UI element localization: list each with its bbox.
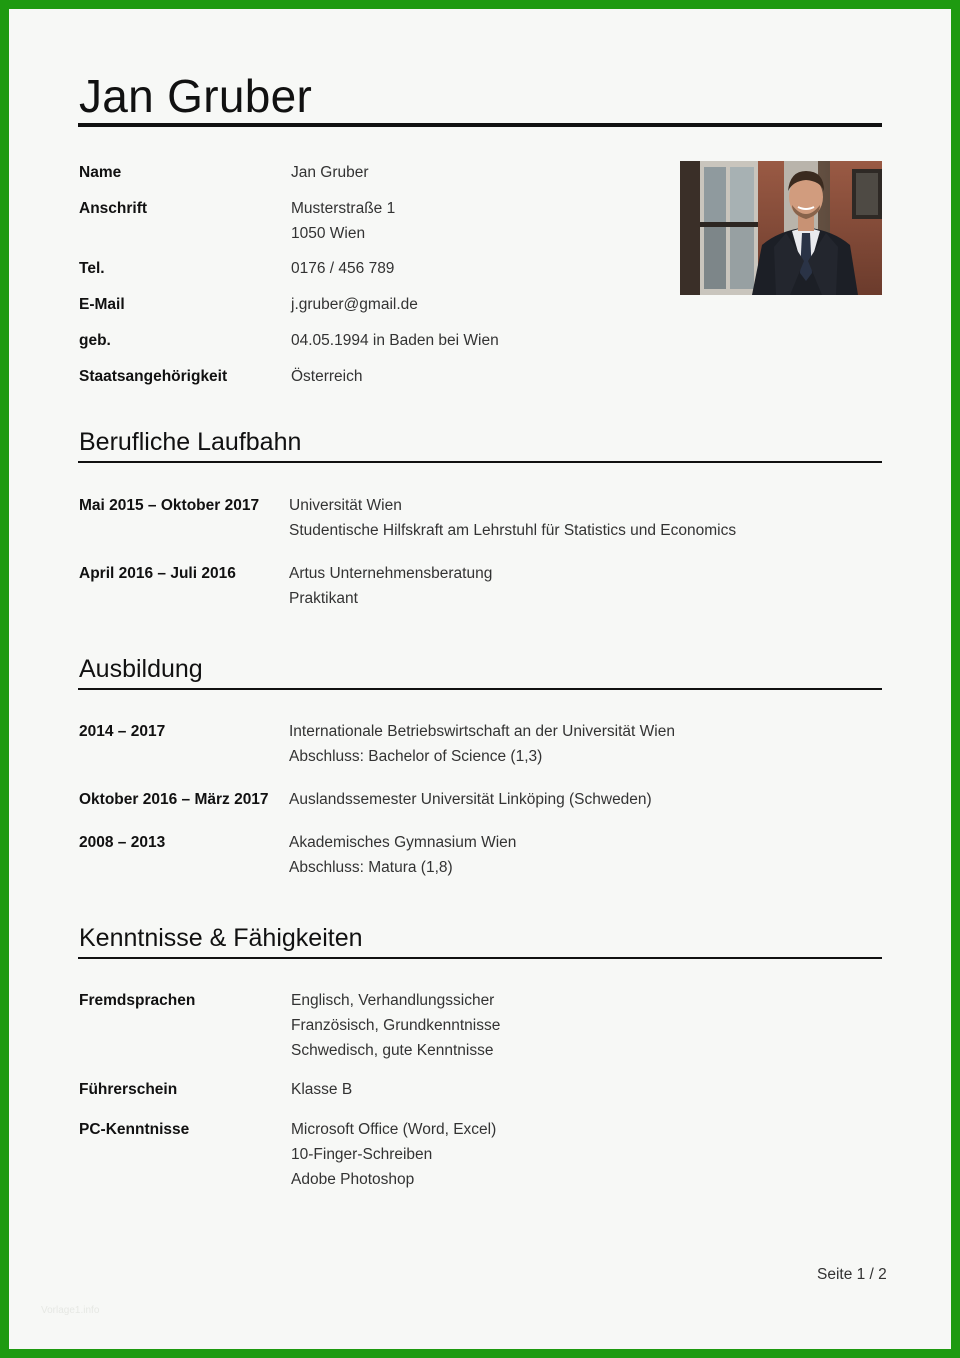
skills-entry: Klasse B — [291, 1081, 353, 1098]
value-birth: 04.05.1994 in Baden bei Wien — [291, 332, 499, 349]
education-entry: Akademisches Gymnasium Wien Abschluss: Matura (1,8) — [289, 834, 517, 876]
skills-entry: Englisch, Verhandlungssicher Französisch, Grundkenntnisse Schwedisch, gute Kenntnisse — [291, 992, 501, 1059]
value-email: j.gruber@gmail.de — [291, 296, 418, 313]
career-divider — [78, 461, 882, 463]
skills-label: PC-Kenntnisse — [79, 1121, 190, 1138]
portrait-image — [680, 161, 882, 295]
career-entry: Universität Wien Studentische Hilfskraft am Lehrstuhl für Statistics und Economics — [289, 497, 737, 539]
education-divider — [78, 688, 882, 690]
value-address: Musterstraße 1 1050 Wien — [291, 200, 396, 242]
watermark: Vorlage1.info — [41, 1305, 100, 1316]
label-email: E-Mail — [79, 296, 125, 313]
label-birth: geb. — [79, 332, 111, 349]
skills-label: Fremdsprachen — [79, 992, 196, 1009]
page-number: Seite 1 / 2 — [817, 1266, 887, 1283]
label-address: Anschrift — [79, 200, 148, 217]
skills-divider — [78, 957, 882, 959]
education-period: 2008 – 2013 — [79, 834, 166, 851]
skills-label: Führerschein — [79, 1081, 178, 1098]
value-name: Jan Gruber — [291, 164, 369, 181]
section-title-skills: Kenntnisse & Fähigkeiten — [79, 924, 363, 952]
cv-page — [9, 9, 951, 1349]
value-nationality: Österreich — [291, 368, 363, 385]
applicant-name-title: Jan Gruber — [79, 70, 313, 122]
label-name: Name — [79, 164, 122, 181]
applicant-photo — [680, 161, 882, 295]
career-entry: Artus Unternehmensberatung Praktikant — [289, 565, 493, 607]
title-divider — [78, 123, 882, 127]
section-title-education: Ausbildung — [79, 655, 203, 683]
education-period: 2014 – 2017 — [79, 723, 166, 740]
label-nationality: Staatsangehörigkeit — [79, 368, 228, 385]
skills-entry: Microsoft Office (Word, Excel) 10-Finger-Schreiben Adobe Photoshop — [291, 1121, 497, 1188]
value-phone: 0176 / 456 789 — [291, 260, 395, 277]
education-entry: Auslandssemester Universität Linköping (Schweden) — [289, 791, 652, 808]
education-entry: Internationale Betriebswirtschaft an der Universität Wien Abschluss: Bachelor of Science (1,3) — [289, 723, 675, 765]
label-phone: Tel. — [79, 260, 105, 277]
career-period: Mai 2015 – Oktober 2017 — [79, 497, 260, 514]
career-period: April 2016 – Juli 2016 — [79, 565, 236, 582]
education-period: Oktober 2016 – März 2017 — [79, 791, 269, 808]
section-title-career: Berufliche Laufbahn — [79, 428, 302, 456]
